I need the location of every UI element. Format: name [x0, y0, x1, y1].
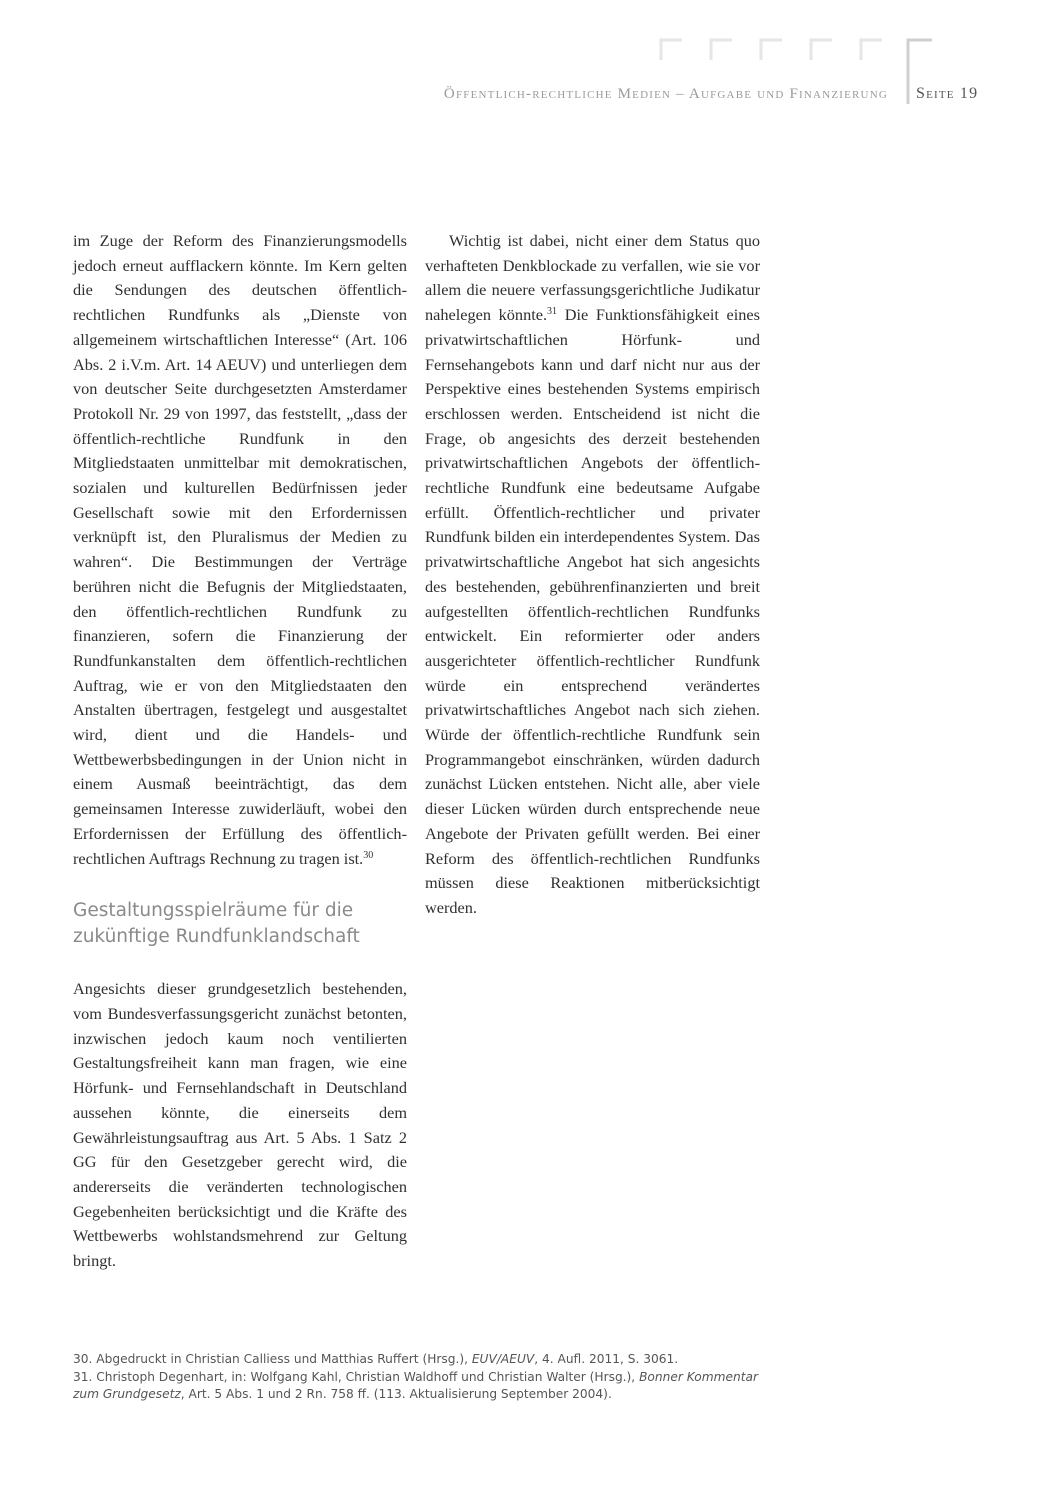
header-title: Öffentlich-rechtliche Medien – Aufgabe und Finanzierung — [443, 86, 888, 102]
page-number: Seite 19 — [916, 85, 979, 102]
footnotes — [73, 1351, 773, 1404]
running-header — [0, 84, 1050, 110]
deco-corner-3 — [761, 40, 782, 60]
footnote-30 — [73, 1351, 773, 1369]
deco-corner-4 — [811, 40, 832, 60]
deco-corner-1 — [661, 40, 682, 60]
paragraph — [425, 229, 760, 921]
paragraph: Angesichts dieser grundgesetzlich bestehenden, vom Bundesverfassungsgericht zunächst betonten, inzwischen jedoch kaum noch ventilierten Gestaltungsfreiheit kann man fragen, wie eine Hörfunk- und Fernsehlandschaft in Deutschland aussehen könnte, die einerseits dem Gewährleistungsauftrag aus Art. 5 Abs. 1 Satz 2 GG für den Gesetzgeber gerecht wird, die andererseits die veränderten technologischen Gegebenheiten berücksichtigt und die Kräfte des Wettbewerbs wohlstandsmehrend zur Geltung bringt. — [73, 979, 407, 1271]
footnote-text: 31. Christoph Degenhart, in: Wolfgang Kahl, Christian Waldhoff und Christian Walter (Hrsg.), — [73, 1369, 640, 1384]
deco-corner-2 — [711, 40, 732, 60]
footnote-31 — [73, 1369, 773, 1404]
left-column — [73, 229, 407, 1274]
section-heading: Gestaltungsspielräume für die zukünftige Rundfunklandschaft — [73, 900, 360, 948]
paragraph-text: im Zuge der Reform des Finanzierungsmodells jedoch erneut aufflackern könnte. Im Kern gelten die Sendungen des deutschen öffentlich-rechtlichen Rundfunks als „Dienste von allgemeinem wirtschaftlichen Interesse“ (Art. 106 Abs. 2 i.V.m. Art. 14 AEUV) und unterliegen dem von deutscher Seite durchgesetzten Amsterdamer Protokoll Nr. 29 von 1997, das feststellt, „dass der öffentlich-rechtliche Rundfunk in den Mitgliedstaaten unmittelbar mit demokratischen, sozialen und kulturellen Bedürfnissen jeder Gesellschaft sowie mit den Erfordernissen verknüpft ist, den Pluralismus der Medien zu wahren“. Die Bestimmungen der Verträge berühren nicht die Befugnis der Mitgliedstaaten, den öffentlich-rechtlichen Rundfunk zu finanzieren, sofern die Finanzierung der Rundfunkanstalten dem öffentlich-rechtlichen Auftrag, wie er von den Mitgliedstaaten den Anstalten übertragen, festgelegt und ausgestaltet wird, dient und die Handels- und Wettbewerbsbedingungen in der Union nicht in einem Ausmaß beeinträchtigt, das dem gemeinsamen Interesse zuwiderläuft, wobei den Erfordernissen der Erfüllung des öffentlich-rechtlichen Auftrags Rechnung zu tragen ist. — [73, 231, 407, 868]
deco-corner-5 — [861, 40, 882, 60]
footnote-text: 30. Abgedruckt in Christian Calliess und Matthias Ruffert (Hrsg.), — [73, 1352, 472, 1366]
paragraph-text: Die Funktionsfähigkeit eines privatwirtschaftlichen Hörfunk- und Fernsehangebots kann und darf nicht nur aus der Perspektive eines bestehenden Systems empirisch erschlossen werden. Entscheidend ist nicht die Frage, ob angesichts des derzeit bestehenden privatwirtschaftlichen Angebots der öffentlich-rechtliche Rundfunk eine bedeutsame Aufgabe erfüllt. Öffentlich-rechtlicher und privater Rundfunk bilden ein interdependentes System. Das privatwirtschaftliche Angebot hat sich angesichts des bestehenden, gebührenfinanzierten und breit aufgestellten öffentlich-rechtlichen Rundfunks entwickelt. Ein reformierter oder anders ausgerichteter öffentlich-rechtlicher Rundfunk würde ein entsprechend verändertes privatwirtschaftliches Angebot nach sich ziehen. Würde der öffentlich-rechtliche Rundfunk sein Programmangebot einschränken, würden dadurch zunächst Lücken entstehen. Nicht alle, aber viele dieser Lücken würden durch entsprechende neue Angebote der Privaten gefüllt werden. Bei einer Reform des öffentlich-rechtlichen Rundfunks müssen diese Reaktionen mitberücksichtigt werden. — [425, 305, 760, 917]
footnote-title: Bonner Kommentar zum Grundgesetz — [73, 1369, 758, 1401]
footnote-ref: 31 — [547, 306, 558, 318]
paragraph — [73, 229, 407, 871]
footnote-text: , 4. Aufl. 2011, S. 3061. — [534, 1352, 679, 1366]
right-column — [425, 229, 760, 921]
footnote-title: EUV/AEUV — [471, 1352, 535, 1366]
paragraph-text: Wichtig ist dabei, nicht einer dem Status quo verhafteten Denkblockade zu verfallen, wie sie vor allem die neuere verfassungsgerichtliche Judikatur nahelegen könnte. — [425, 231, 760, 325]
footnote-text: , Art. 5 Abs. 1 und 2 Rn. 758 ff. (113. Aktualisierung September 2004). — [180, 1387, 612, 1401]
footnote-ref: 30 — [363, 849, 374, 861]
